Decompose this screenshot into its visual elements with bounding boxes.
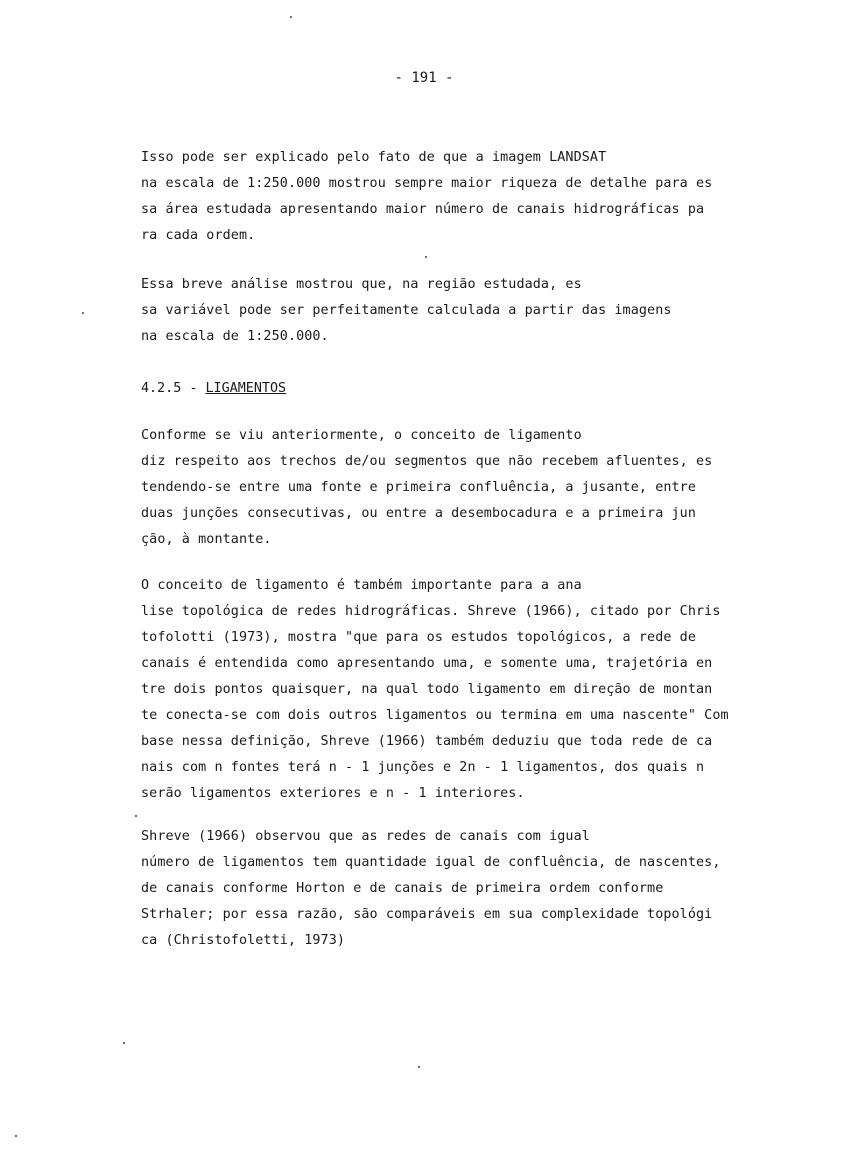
paragraph-landsat <box>141 145 733 249</box>
scan-speck <box>82 312 84 314</box>
text-line: lise topológica de redes hidrográficas. Shreve (1966), citado por Chris <box>141 604 721 619</box>
text-line: Essa breve análise mostrou que, na região estudada, es <box>141 277 582 292</box>
scan-speck <box>418 1066 420 1068</box>
text-line: tendendo-se entre uma fonte e primeira confluência, a jusante, entre <box>141 480 697 495</box>
text-line: nais com n fontes terá n - 1 junções e 2n - 1 ligamentos, dos quais n <box>141 760 705 775</box>
text-line: base nessa definição, Shreve (1966) também deduziu que toda rede de ca <box>141 734 713 749</box>
paragraph-conceito <box>141 423 733 553</box>
page-number: - 191 - <box>394 70 454 86</box>
scan-speck <box>425 256 427 258</box>
paragraph-analise <box>141 272 733 350</box>
text-line: Shreve (1966) observou que as redes de canais com igual <box>141 829 590 844</box>
text-line: O conceito de ligamento é também importante para a ana <box>141 578 582 593</box>
text-line: de canais conforme Horton e de canais de primeira ordem conforme <box>141 881 664 896</box>
text-line: na escala de 1:250.000 mostrou sempre maior riqueza de detalhe para es <box>141 176 713 191</box>
text-line: diz respeito aos trechos de/ou segmentos que não recebem afluentes, es <box>141 454 713 469</box>
text-line: canais é entendida como apresentando uma, e somente uma, trajetória en <box>141 656 713 671</box>
text-line: sa área estudada apresentando maior número de canais hidrográficas pa <box>141 202 705 217</box>
text-line: sa variável pode ser perfeitamente calculada a partir das imagens <box>141 303 672 318</box>
scan-speck <box>290 16 292 18</box>
scan-speck <box>15 1135 17 1137</box>
paragraph-shreve <box>141 824 733 954</box>
section-number: 4.2.5 - <box>141 381 206 396</box>
text-line: te conecta-se com dois outros ligamentos ou termina em uma nascente" Com <box>141 708 729 723</box>
text-line: duas junções consecutivas, ou entre a desembocadura e a primeira jun <box>141 506 697 521</box>
text-line: Strhaler; por essa razão, são comparáveis em sua complexidade topológi <box>141 907 713 922</box>
scan-speck <box>135 815 137 817</box>
text-line: tre dois pontos quaisquer, na qual todo ligamento em direção de montan <box>141 682 713 697</box>
text-line: serão ligamentos exteriores e n - 1 interiores. <box>141 786 525 801</box>
text-line: Isso pode ser explicado pelo fato de que a imagem LANDSAT <box>141 150 607 165</box>
scan-speck <box>123 1042 125 1044</box>
text-line: tofolotti (1973), mostra "que para os estudos topológicos, a rede de <box>141 630 697 645</box>
text-line: na escala de 1:250.000. <box>141 329 329 344</box>
section-title: LIGAMENTOS <box>205 381 287 396</box>
text-line: ca (Christofoletti, 1973) <box>141 933 346 948</box>
text-line: ção, à montante. <box>141 532 272 547</box>
text-line: número de ligamentos tem quantidade igual de confluência, de nascentes, <box>141 855 721 870</box>
section-heading <box>141 376 286 402</box>
text-line: Conforme se viu anteriormente, o conceito de ligamento <box>141 428 582 443</box>
text-line: ra cada ordem. <box>141 228 256 243</box>
paragraph-topologica <box>141 573 733 807</box>
